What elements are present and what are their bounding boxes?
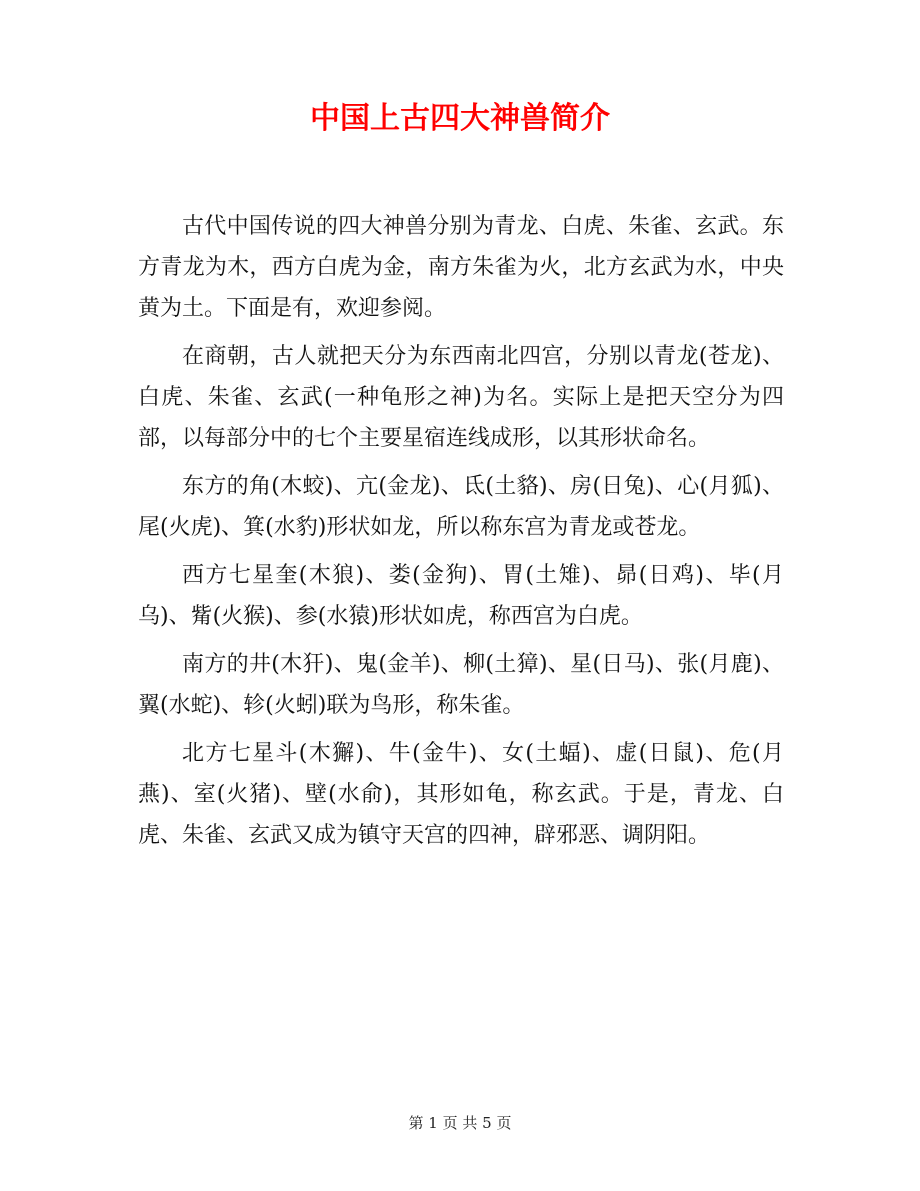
document-body: [138, 206, 784, 863]
footer-mid: 页 共: [442, 1114, 478, 1132]
paragraph-south: 南方的井(木犴)、鬼(金羊)、柳(土獐)、星(日马)、张(月鹿)、翼(水蛇)、轸(火蚓)联为鸟形，称朱雀。: [138, 652, 784, 718]
page-footer: [0, 1112, 920, 1134]
paragraph-west: 西方七星奎(木狼)、娄(金狗)、胃(土雉)、昴(日鸡)、毕(月乌)、觜(火猴)、参(水猿)形状如虎，称西宫为白虎。: [138, 563, 784, 629]
footer-total-pages: 5: [482, 1114, 492, 1132]
paragraph-shang-dynasty: 在商朝，古人就把天分为东西南北四宫，分别以青龙(苍龙)、白虎、朱雀、玄武(一种龟形之神)为名。实际上是把天空分为四部，以每部分中的七个主要星宿连线成形，以其形状命名。: [138, 344, 784, 451]
page-title: 中国上古四大神兽简介: [310, 101, 610, 136]
paragraph-north: 北方七星斗(木獬)、牛(金牛)、女(土蝠)、虚(日鼠)、危(月燕)、室(火猪)、壁(水俞)，其形如龟，称玄武。于是，青龙、白虎、朱雀、玄武又成为镇守天宫的四神，辟邪恶、调阴阳。: [138, 741, 784, 848]
paragraph-intro: 古代中国传说的四大神兽分别为青龙、白虎、朱雀、玄武。东方青龙为木，西方白虎为金，南方朱雀为火，北方玄武为水，中央黄为土。下面是有，欢迎参阅。: [138, 214, 784, 321]
footer-suffix: 页: [496, 1114, 512, 1132]
footer-current-page: 1: [428, 1114, 438, 1132]
footer-prefix: 第: [408, 1114, 424, 1132]
paragraph-east: 东方的角(木蛟)、亢(金龙)、氐(土貉)、房(日兔)、心(月狐)、尾(火虎)、箕(水豹)形状如龙，所以称东宫为青龙或苍龙。: [138, 474, 784, 540]
